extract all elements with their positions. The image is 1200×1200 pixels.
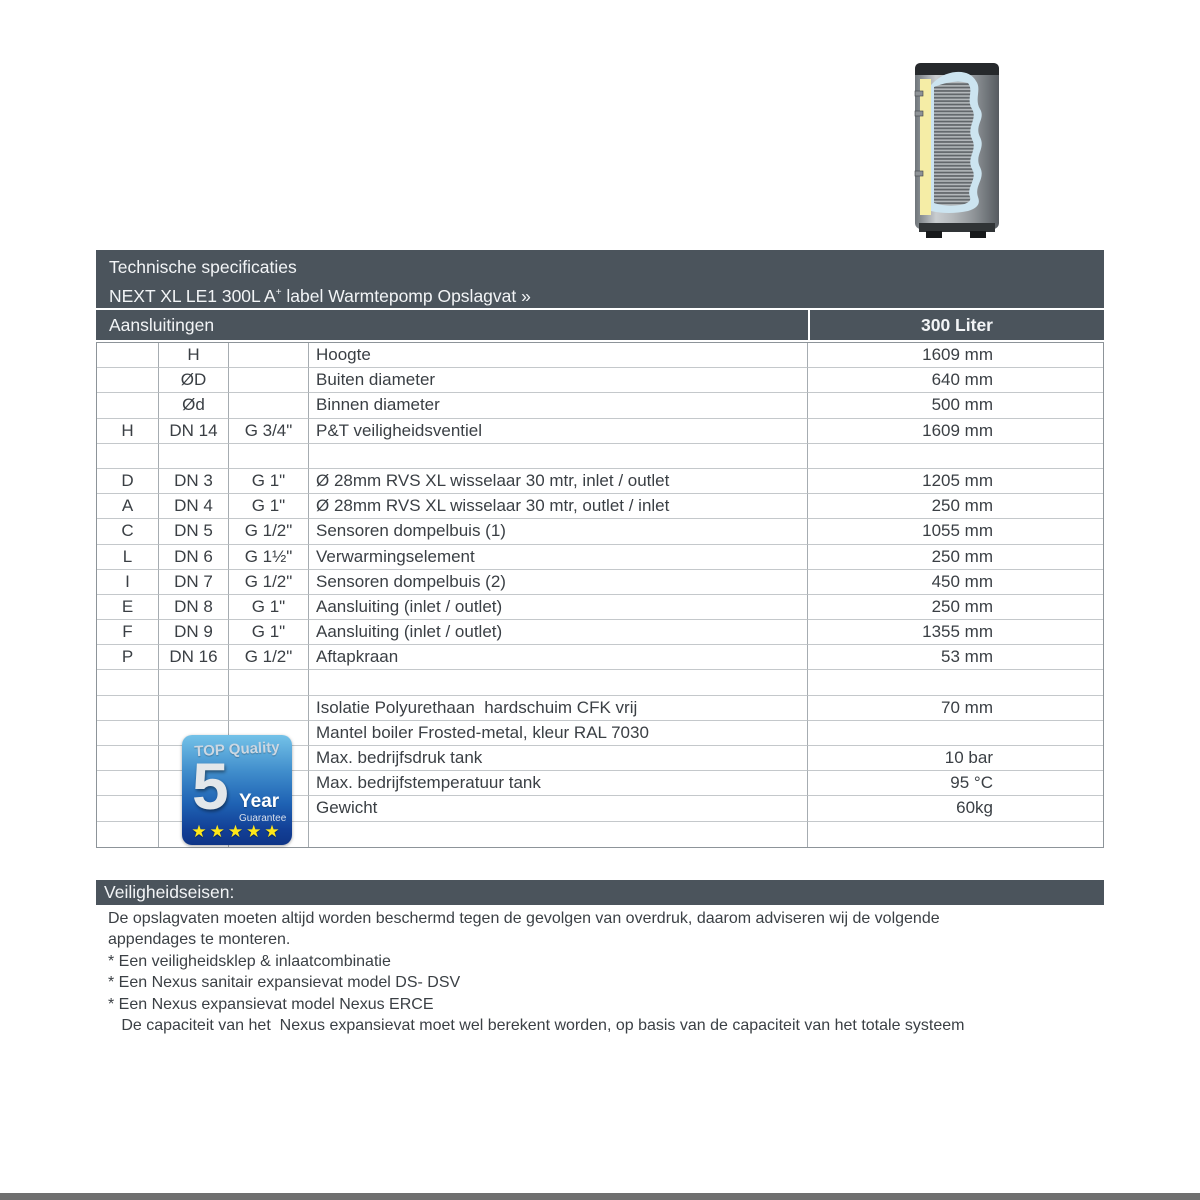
spec-cell — [808, 444, 1103, 469]
badge-number-5: 5 — [192, 749, 229, 823]
spec-row — [97, 645, 1103, 670]
safety-text-line: De capaciteit van het Nexus expansievat moet wel berekent worden, op basis van de capaciteit van het totale systeem — [108, 1017, 965, 1035]
safety-text-line: * Een veiligheidsklep & inlaatcombinatie — [108, 952, 391, 970]
safety-text-line: * Een Nexus sanitair expansievat model DS- DSV — [108, 974, 461, 992]
spec-row — [97, 419, 1103, 444]
spec-table-subheader — [96, 310, 1104, 340]
spec-cell: DN 9 — [159, 620, 229, 645]
spec-cell — [229, 670, 309, 695]
spec-cell: 53 mm — [808, 645, 1103, 670]
insulation-layer — [920, 79, 931, 215]
heat-exchanger-coil — [934, 82, 974, 206]
spec-cell: G 1" — [229, 620, 309, 645]
tank-foot — [970, 231, 986, 238]
badge-year-label: Year — [239, 791, 280, 812]
spec-cell: H — [159, 343, 229, 368]
spec-cell: 250 mm — [808, 494, 1103, 519]
spec-cell: G 3/4" — [229, 419, 309, 444]
spec-cell: 500 mm — [808, 393, 1103, 418]
spec-cell — [229, 393, 309, 418]
badge-top-quality-label: TOP Quality — [193, 738, 281, 761]
spec-cell: DN 3 — [159, 469, 229, 494]
badge-guarantee-label: Guarantee — [239, 813, 287, 824]
spec-cell: G 1" — [229, 595, 309, 620]
spec-cell: 250 mm — [808, 595, 1103, 620]
spec-cell — [97, 746, 159, 771]
a-plus-superscript: + — [275, 287, 282, 298]
spec-cell: Verwarmingselement — [309, 545, 808, 570]
spec-row — [97, 595, 1103, 620]
spec-cell: Sensoren dompelbuis (1) — [309, 519, 808, 544]
spec-cell: L — [97, 545, 159, 570]
spec-cell — [229, 696, 309, 721]
quality-badge — [182, 735, 292, 845]
safety-text-line: De opslagvaten moeten altijd worden beschermd tegen de gevolgen van overdruk, daarom adviseren wij de volgende — [108, 910, 940, 927]
tank-base — [919, 223, 995, 232]
spec-cell: 1055 mm — [808, 519, 1103, 544]
spec-cell: G 1/2" — [229, 570, 309, 595]
spec-cell — [97, 696, 159, 721]
spec-row — [97, 444, 1103, 469]
spec-cell: 1609 mm — [808, 343, 1103, 368]
spec-cell: 450 mm — [808, 570, 1103, 595]
spec-row — [97, 670, 1103, 695]
spec-cell — [808, 822, 1103, 847]
spec-cell — [97, 670, 159, 695]
spec-cell: D — [97, 469, 159, 494]
spec-cell: P — [97, 645, 159, 670]
title-line-1: Technische specificaties — [109, 257, 297, 277]
spec-cell: I — [97, 570, 159, 595]
spec-cell — [97, 796, 159, 821]
spec-cell: Sensoren dompelbuis (2) — [309, 570, 808, 595]
spec-cell: 250 mm — [808, 545, 1103, 570]
spec-row — [97, 620, 1103, 645]
spec-cell: 70 mm — [808, 696, 1103, 721]
spec-cell: DN 4 — [159, 494, 229, 519]
spec-row — [97, 494, 1103, 519]
spec-cell: C — [97, 519, 159, 544]
spec-cell — [97, 721, 159, 746]
spec-cell: Hoogte — [309, 343, 808, 368]
safety-text-line: appendages te monteren. — [108, 931, 291, 949]
spec-cell: Isolatie Polyurethaan hardschuim CFK vrij — [309, 696, 808, 721]
badge-stars-icon: ★★★★★ — [191, 822, 283, 841]
capacity-header: 300 Liter — [808, 310, 1104, 340]
spec-cell: 1355 mm — [808, 620, 1103, 645]
spec-cell: 60kg — [808, 796, 1103, 821]
spec-table-title — [96, 250, 1104, 308]
spec-cell — [229, 444, 309, 469]
spec-cell: DN 14 — [159, 419, 229, 444]
spec-cell: 640 mm — [808, 368, 1103, 393]
spec-cell: Max. bedrijfstemperatuur tank — [309, 771, 808, 796]
safety-text-block — [108, 908, 1168, 1036]
connections-header: Aansluitingen — [109, 314, 215, 335]
spec-cell: G 1/2" — [229, 645, 309, 670]
spec-row — [97, 469, 1103, 494]
safety-text-line: * Een Nexus expansievat model Nexus ERCE — [108, 995, 434, 1013]
spec-cell — [159, 444, 229, 469]
spec-cell: Buiten diameter — [309, 368, 808, 393]
spec-cell: Mantel boiler Frosted-metal, kleur RAL 7030 — [309, 721, 808, 746]
spec-cell — [808, 670, 1103, 695]
spec-row — [97, 343, 1103, 368]
spec-cell: Gewicht — [309, 796, 808, 821]
spec-cell: G 1/2" — [229, 519, 309, 544]
spec-cell: DN 6 — [159, 545, 229, 570]
tank-foot — [926, 231, 942, 238]
spec-cell — [97, 393, 159, 418]
spec-row — [97, 570, 1103, 595]
spec-cell: 10 bar — [808, 746, 1103, 771]
spec-cell: ØD — [159, 368, 229, 393]
spec-cell — [808, 721, 1103, 746]
spec-cell — [97, 771, 159, 796]
spec-cell: DN 7 — [159, 570, 229, 595]
spec-cell: G 1" — [229, 494, 309, 519]
spec-row — [97, 696, 1103, 721]
spec-row — [97, 545, 1103, 570]
spec-cell — [309, 822, 808, 847]
spec-cell: Aansluiting (inlet / outlet) — [309, 595, 808, 620]
spec-cell — [159, 696, 229, 721]
spec-cell: Ø 28mm RVS XL wisselaar 30 mtr, outlet / inlet — [309, 494, 808, 519]
spec-cell: DN 16 — [159, 645, 229, 670]
spec-cell — [97, 343, 159, 368]
spec-cell — [97, 822, 159, 847]
spec-row — [97, 368, 1103, 393]
spec-row — [97, 519, 1103, 544]
spec-cell: Max. bedrijfsdruk tank — [309, 746, 808, 771]
spec-cell: Ø 28mm RVS XL wisselaar 30 mtr, inlet / outlet — [309, 469, 808, 494]
spec-cell: G 1" — [229, 469, 309, 494]
spec-cell: Binnen diameter — [309, 393, 808, 418]
spec-cell: P&T veiligheidsventiel — [309, 419, 808, 444]
safety-section-header: Veiligheidseisen: — [96, 880, 1104, 905]
spec-cell: E — [97, 595, 159, 620]
spec-cell: DN 5 — [159, 519, 229, 544]
spec-cell — [159, 670, 229, 695]
spec-cell — [97, 368, 159, 393]
spec-cell: A — [97, 494, 159, 519]
spec-cell — [309, 670, 808, 695]
spec-cell: F — [97, 620, 159, 645]
spec-cell: Aansluiting (inlet / outlet) — [309, 620, 808, 645]
spec-cell — [97, 444, 159, 469]
spec-cell: DN 8 — [159, 595, 229, 620]
spec-cell — [229, 343, 309, 368]
title-line-2: NEXT XL LE1 300L A+ label Warmtepomp Opslagvat » — [109, 285, 531, 306]
page-bottom-bar — [0, 1193, 1200, 1200]
boiler-cutaway-illustration — [914, 55, 1002, 240]
spec-cell — [229, 368, 309, 393]
spec-cell: 1205 mm — [808, 469, 1103, 494]
spec-cell: 95 °C — [808, 771, 1103, 796]
spec-cell: Ød — [159, 393, 229, 418]
spec-cell — [309, 444, 808, 469]
spec-cell: H — [97, 419, 159, 444]
spec-row — [97, 393, 1103, 418]
spec-cell: 1609 mm — [808, 419, 1103, 444]
spec-cell: G 1½" — [229, 545, 309, 570]
spec-cell: Aftapkraan — [309, 645, 808, 670]
